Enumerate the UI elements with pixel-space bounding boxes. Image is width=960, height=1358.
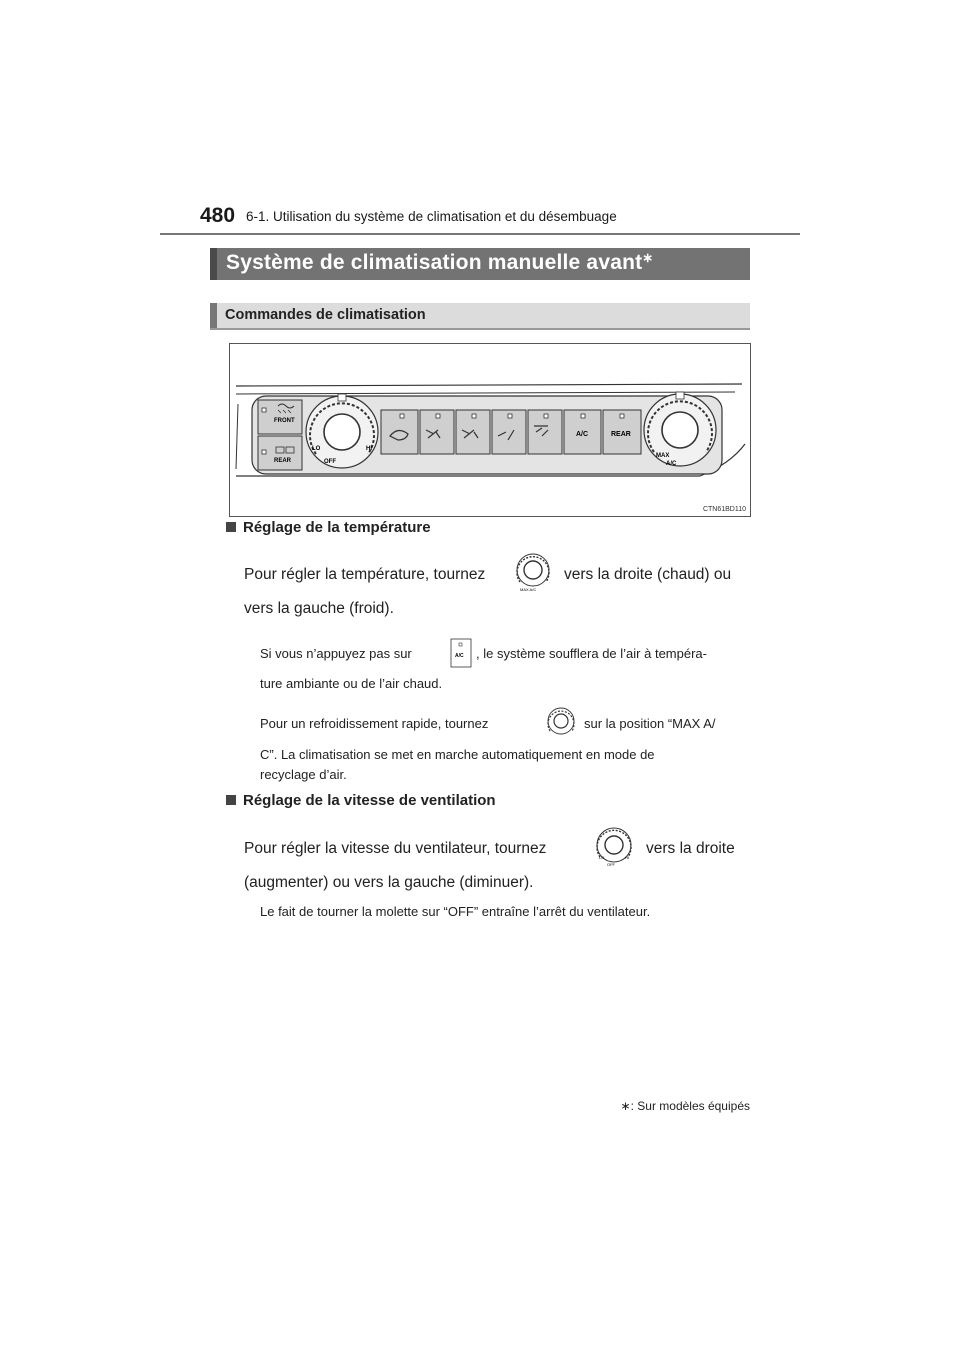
max-ac-knob-icon <box>544 705 578 739</box>
svg-text:LO: LO <box>599 855 605 860</box>
header-rule <box>160 233 800 235</box>
temp-note2-a: Pour un refroidissement rapide, tournez <box>260 716 489 731</box>
ac-button-label: A/C <box>576 431 589 438</box>
section-title-text: Système de climatisation manuelle avant <box>226 251 643 274</box>
lo-label: LO <box>312 446 321 452</box>
svg-text:A/C: A/C <box>455 653 464 659</box>
footnote-mark: ∗ <box>620 1099 631 1113</box>
rear-label: REAR <box>274 458 292 464</box>
square-bullet-icon <box>226 795 236 805</box>
temp-note1-c: ture ambiante ou de l’air chaud. <box>260 676 443 691</box>
fan-note: Le fait de tourner la molette sur “OFF” entraîne l’arrêt du ventilateur. <box>260 904 651 919</box>
fan-knob-icon <box>592 825 636 869</box>
temp-line1-a: Pour régler la température, tournez <box>244 566 486 583</box>
temp-note1-b: , le système soufflera de l’air à tempéra- <box>476 646 707 661</box>
temp-note2-d: recyclage d’air. <box>260 767 347 782</box>
control-panel-figure <box>229 343 751 517</box>
off-label: OFF <box>324 459 336 465</box>
footnote-marker: ∗ <box>642 250 654 265</box>
subsection-title: Commandes de climatisation <box>225 307 426 323</box>
fan-heading-text: Réglage de la vitesse de ventilation <box>243 792 496 809</box>
section-title <box>226 251 653 275</box>
chapter-title: 6-1. Utilisation du système de climatisation et du désembuage <box>246 209 617 224</box>
max-label: MAX <box>656 453 670 459</box>
temp-note2-b: sur la position “MAX A/ <box>584 716 716 731</box>
square-bullet-icon <box>226 522 236 532</box>
title-accent <box>210 248 217 280</box>
fan-line1-a: Pour régler la vitesse du ventilateur, tournez <box>244 840 547 857</box>
fan-heading <box>226 792 496 809</box>
subsection-rule <box>210 328 750 330</box>
temperature-knob-icon <box>512 551 554 593</box>
temp-note1-a: Si vous n’appuyez pas sur <box>260 646 412 661</box>
svg-text:HI: HI <box>625 855 629 860</box>
svg-text:MAX A/C: MAX A/C <box>520 587 537 592</box>
temp-line1-b: vers la droite (chaud) ou <box>564 566 732 583</box>
figure-code: CTN61BD110 <box>702 506 746 513</box>
hi-label: HI <box>366 446 372 452</box>
temp-note2-c: C”. La climatisation se met en marche automatiquement en mode de <box>260 747 655 762</box>
control-panel-illustration <box>230 344 750 516</box>
svg-text:OFF: OFF <box>607 862 615 867</box>
ac-button-icon <box>450 638 472 668</box>
max-ac-label: A/C <box>666 461 677 467</box>
page-number: 480 <box>200 204 236 227</box>
fan-line2: (augmenter) ou vers la gauche (diminuer). <box>244 874 534 891</box>
temp-line2: vers la gauche (froid). <box>244 600 394 617</box>
footnote <box>621 1099 750 1113</box>
section-title-bar <box>210 248 750 280</box>
footnote-text: : Sur modèles équipés <box>630 1099 750 1113</box>
fan-line1-b: vers la droite <box>646 840 735 857</box>
temp-heading-text: Réglage de la température <box>243 519 431 536</box>
subsection-bar <box>210 303 750 328</box>
rear-button-label: REAR <box>611 431 631 438</box>
subsection-accent <box>210 303 217 328</box>
temp-heading <box>226 519 431 536</box>
front-label: FRONT <box>274 418 295 424</box>
